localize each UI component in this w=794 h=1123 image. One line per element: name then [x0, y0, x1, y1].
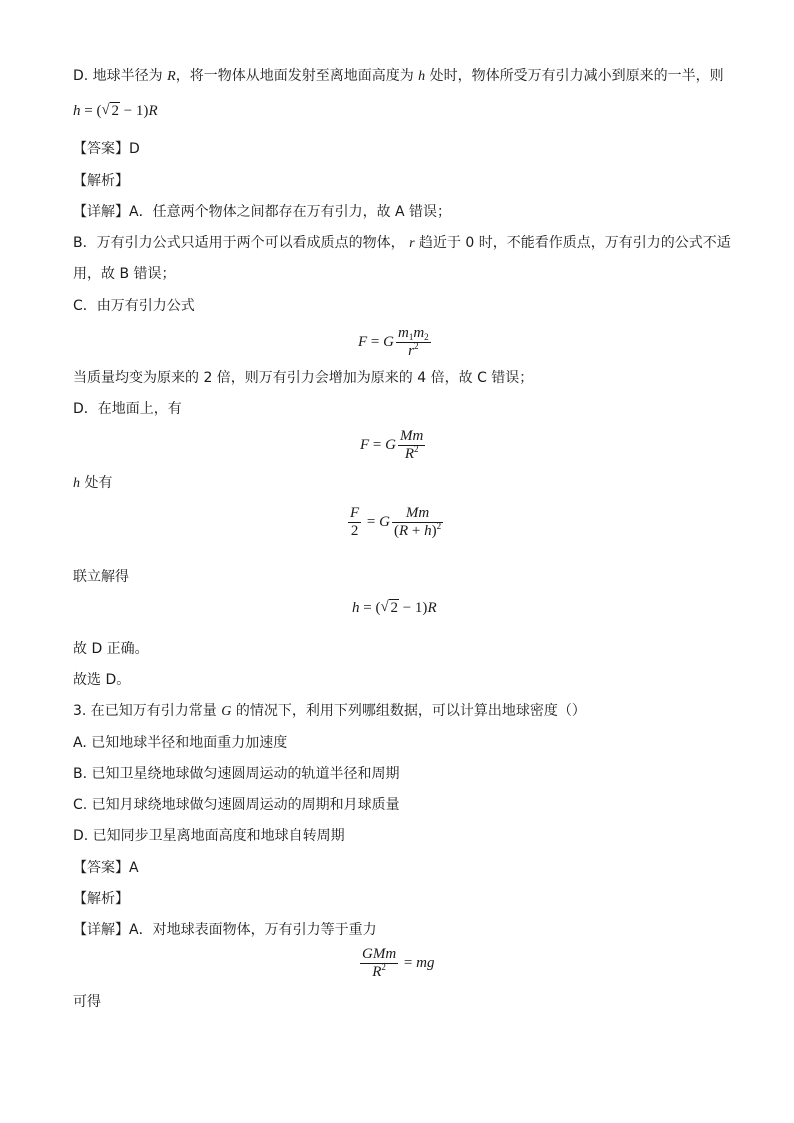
choose-d: 故选 D。 — [73, 672, 131, 688]
var-R: R — [167, 69, 176, 84]
var-G: G — [221, 704, 232, 719]
q3-option-c: C. 已知月球绕地球做匀速圆周运动的周期和月球质量 — [73, 797, 400, 813]
detail-a: 【详解】A．任意两个物体之间都存在万有引力，故 A 错误； — [73, 204, 452, 220]
text: D. 地球半径为 — [73, 68, 163, 84]
detail2-a: 【详解】A．对地球表面物体，万有引力等于重力 — [73, 922, 377, 938]
text: 趋近于 0 时，不能看作质点，万有引力的公式不适 — [418, 235, 731, 251]
equation-surface-gravity: $\frac{\text{GMm}}{R^2}$ = mg — [362, 946, 435, 980]
text: 处有 — [84, 475, 113, 491]
question-3 — [73, 701, 586, 722]
text: 3. 在已知万有引力常量 — [73, 703, 217, 719]
equation-gravitation-law: F = G $\frac{m_1m_2}{r^2}$ — [358, 325, 429, 359]
detail-b-line2: 用，故 B 错误； — [73, 266, 176, 282]
analysis-label: 【解析】 — [73, 173, 129, 189]
detail-c: C．由万有引力公式 — [73, 298, 195, 314]
text: 的情况下，利用下列哪组数据，可以计算出地球密度（） — [235, 703, 586, 719]
q3-option-d: D. 已知同步卫星离地面高度和地球自转周期 — [73, 828, 345, 844]
detail-d: D．在地面上，有 — [73, 401, 182, 417]
text: 处时，物体所受万有引力减小到原来的一半，则 — [429, 68, 724, 84]
q3-option-b: B. 已知卫星绕地球做匀速圆周运动的轨道半径和周期 — [73, 766, 400, 782]
text: ，将一物体从地面发射至离地面高度为 — [175, 68, 414, 84]
detail-c2: 当质量均变为原来的 2 倍，则万有引力会增加为原来的 4 倍，故 C 错误； — [73, 370, 534, 386]
var-h: h — [73, 476, 80, 491]
detail-b-line1 — [73, 233, 731, 254]
var-r: r — [409, 236, 415, 251]
equation-h-result: h = ( √ 2 − 1)R — [73, 102, 158, 119]
var-h: h — [418, 69, 426, 84]
combine-line: 联立解得 — [73, 569, 129, 585]
equation-height: $\frac{F}{2}$ = G $\frac{Mm}{(R + h)^2}$ — [350, 505, 442, 539]
option-d-line — [73, 66, 724, 87]
equation-surface: F = G $\frac{Mm}{R^2}$ — [360, 428, 424, 462]
analysis-label-2: 【解析】 — [73, 891, 129, 907]
equation-h-solved: h = ( √ 2 − 1)R — [352, 599, 437, 616]
kede-line: 可得 — [73, 994, 101, 1010]
d-correct: 故 D 正确。 — [73, 641, 149, 657]
text: B．万有引力公式只适用于两个可以看成质点的物体， — [73, 235, 405, 251]
q3-option-a: A. 已知地球半径和地面重力加速度 — [73, 735, 288, 751]
answer-label-2: 【答案】A — [73, 860, 139, 876]
answer-label: 【答案】D — [73, 141, 140, 157]
h-at-line — [73, 473, 112, 494]
